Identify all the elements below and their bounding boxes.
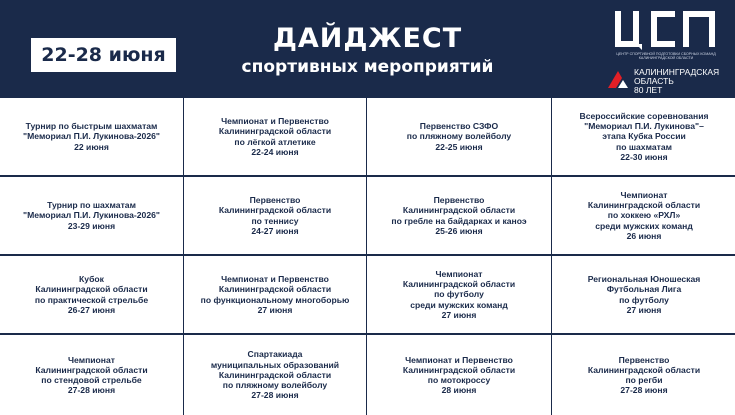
event-text-line: по шахматам [616,141,672,152]
event-text-line: Калининградской области [35,364,148,375]
event-date: 23-29 июня [67,220,116,231]
event-text-line: среди мужских команд [410,299,508,310]
event-card [184,98,366,175]
event-date: 28 июня [441,385,477,396]
event-date: 22-25 июня [435,141,483,152]
event-text-line: Калининградской области [218,205,332,216]
event-text-line: Калининградской области [402,364,516,375]
event-card [184,177,366,254]
event-text-line: по теннису [251,215,299,226]
event-text-line: Калининградской области [35,284,148,295]
digest-title [200,24,535,78]
event-card [552,98,735,175]
event-date: 27 июня [626,304,662,315]
event-text-line: Турнир по быстрым шахматам [25,121,158,132]
event-text-line: Региональная Юношеская [587,274,701,285]
event-date: 24-27 июня [251,225,299,236]
event-card [367,335,551,415]
event-text-line: по практической стрельбе [34,294,149,305]
event-text-line: Калининградской области [218,126,332,137]
event-card [184,335,366,415]
title-line-1: ДАЙДЖЕСТ [272,23,463,54]
csp-logo-caption: ЦЕНТР СПОРТИВНОЙ ПОДГОТОВКИ СБОРНЫХ КОМАНД КАЛИНИНГРАДСКОЙ ОБЛАСТИ [616,52,716,61]
event-date: 27-28 июня [251,390,299,401]
event-text-line: по мотокроссу [427,375,491,385]
event-card [184,256,366,333]
event-date: 22 июня [74,141,109,152]
region-badge [606,66,728,94]
event-text-line: Калининградской области [587,200,701,211]
event-text-line: Первенство [249,195,301,206]
event-date: 27 июня [441,309,477,320]
event-text-line: Турнир по шахматам [47,200,136,211]
event-card [0,256,183,333]
event-text-line: Калининградской области [402,279,516,290]
event-text-line: Калининградской области [402,205,516,216]
event-text-line: по пляжному волейболу [406,131,512,142]
event-text-line: Кубок [79,274,104,285]
event-text-line: по футболу [619,294,669,305]
event-text-line: муниципальных образований [210,359,340,370]
event-text-line: Чемпионат [620,189,668,200]
event-text-line: среди мужских команд [595,220,693,231]
event-text-line: Чемпионат и Первенство [405,354,513,365]
event-text-line: Первенство [618,354,670,365]
event-text-line: этапа Кубка России [602,131,686,142]
event-text-line: "Мемориал П.И. Лукинова-2026" [23,131,160,142]
header [0,0,735,96]
event-text-line: по лёгкой атлетике [234,136,316,147]
event-text-line: по хоккею «РХЛ» [607,210,681,221]
event-text-line: Всероссийские соревнования [579,110,709,121]
event-card [0,98,183,175]
event-card [552,335,735,415]
event-text-line: Чемпионат [68,354,115,365]
event-text-line: Футбольная Лига [606,284,682,295]
event-text-line: по футболу [434,289,484,300]
event-text-line: Спартакиада [247,349,303,360]
event-text-line: по стендовой стрельбе [41,375,142,385]
csp-logo [606,8,728,94]
event-date: 26-27 июня [67,304,116,315]
event-text-line: по пляжному волейболу [222,380,328,391]
events-grid [0,98,735,413]
event-text-line: по регби [625,375,663,385]
event-text-line: Чемпионат и Первенство [221,116,329,127]
event-date: 26 июня [626,230,662,241]
event-text-line: Чемпионат [435,268,483,279]
event-card [552,256,735,333]
csp-logo-mark [606,8,728,52]
event-date: 27-28 июня [620,385,668,396]
event-text-line: Первенство [433,195,485,206]
event-text-line: "Мемориал П.И. Лукинова-2026" [23,210,160,221]
event-card [552,177,735,254]
title-line-2: спортивных мероприятий [241,57,494,77]
region-emblem-icon [606,68,630,92]
event-text-line: "Мемориал П.И. Лукинова"– [584,121,704,132]
event-text-line: Калининградской области [587,364,701,375]
event-text-line: Калининградской области [218,284,332,295]
event-card [367,256,551,333]
event-text-line: Калининградской области [218,369,332,380]
event-card [0,335,183,415]
event-date: 27-28 июня [67,385,116,396]
event-card [367,98,551,175]
event-card [367,177,551,254]
event-date: 22-24 июня [251,146,299,157]
event-text-line: по функциональному многоборью [200,294,350,305]
event-text-line: Чемпионат и Первенство [221,274,329,285]
event-text-line: по гребле на байдарках и каноэ [391,215,527,226]
event-date: 27 июня [257,304,293,315]
event-date: 25-26 июня [435,225,483,236]
event-card [0,177,183,254]
event-text-line: Первенство СЗФО [419,121,499,132]
date-range-badge: 22-28 июня [31,38,176,72]
region-label: КАЛИНИНГРАДСКАЯ ОБЛАСТЬ 80 ЛЕТ [634,67,720,95]
event-date: 22-30 июня [620,151,668,162]
